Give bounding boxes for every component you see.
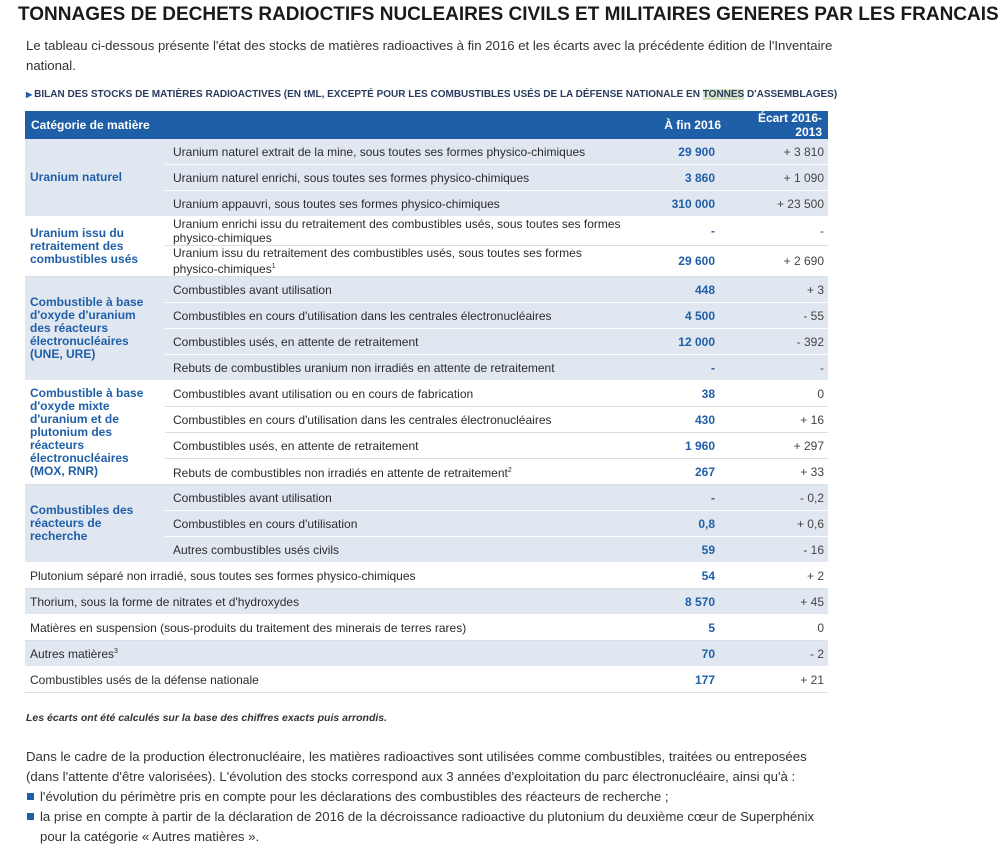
bullet-text: la prise en compte à partir de la déclaration de 2016 de la décroissance radioactive du plutonium du deuxième cœur de Superphénix pour la catégorie « Autres matières ». [40,809,815,844]
row-label: Autres combustibles usés civils [165,537,632,563]
value-fin2016: 1 960 [632,433,727,459]
row-label: Combustibles avant utilisation [165,277,632,303]
value-ecart: - 392 [727,329,828,355]
row-label: Thorium, sous la forme de nitrates et d'hydroxydes [25,589,632,615]
category-cell: Combustible à base d'oxyde d'uranium des réacteurs électronucléaires (UNE, URE) [25,277,165,381]
caption-arrow-icon: ▶ [26,90,33,99]
value-ecart: - 55 [727,303,828,329]
row-label: Rebuts de combustibles uranium non irradiés en attente de retraitement [165,355,632,381]
table-row [25,589,828,615]
row-label: Combustibles usés, en attente de retraitement [165,329,632,355]
table-caption [26,89,837,100]
value-fin2016: - [632,355,727,381]
footnote-mark: 2 [507,466,512,474]
table-row [25,667,828,693]
value-fin2016: 4 500 [632,303,727,329]
category-cell: Combustible à base d'oxyde mixte d'uranium et de plutonium des réacteurs électronucléaires (MOX, RNR) [25,381,165,485]
value-ecart: - [727,355,828,381]
row-label-cell [165,246,632,277]
table-row [25,563,828,589]
value-fin2016: 59 [632,537,727,563]
value-fin2016: 267 [632,459,727,485]
value-fin2016: 54 [632,563,727,589]
bullet-square-icon [27,793,34,800]
header-fin2016: À fin 2016 [632,111,727,139]
table-row [25,485,828,511]
row-label-cell [25,641,632,667]
outro-section [26,747,842,847]
header-category: Catégorie de matière [25,111,632,139]
value-ecart: + 3 810 [727,139,828,165]
value-fin2016: 29 900 [632,139,727,165]
value-ecart: - 16 [727,537,828,563]
row-label: Combustibles en cours d'utilisation dans les centrales électronucléaires [165,303,632,329]
value-fin2016: 448 [632,277,727,303]
row-label: Autres matières [30,646,115,661]
value-ecart: - 0,2 [727,485,828,511]
table-row [25,615,828,641]
table-row [25,277,828,303]
value-fin2016: - [632,217,727,246]
table-row [25,217,828,246]
table-note: Les écarts ont été calculés sur la base des chiffres exacts puis arrondis. [26,712,388,724]
row-label: Matières en suspension (sous-produits du traitement des minerais de terres rares) [25,615,632,641]
row-label: Plutonium séparé non irradié, sous toutes ses formes physico-chimiques [25,563,632,589]
row-label: Uranium issu du retraitement des combustibles usés, sous toutes ses formes physico-chimiques [173,246,582,276]
value-ecart: 0 [727,615,828,641]
value-ecart: - 2 [727,641,828,667]
row-label: Combustibles avant utilisation ou en cours de fabrication [165,381,632,407]
value-ecart: + 21 [727,667,828,693]
intro-paragraph: Le tableau ci-dessous présente l'état des stocks de matières radioactives à fin 2016 et les écarts avec la précédente édition de l'Inventaire national. [26,38,833,73]
row-label: Uranium appauvri, sous toutes ses formes physico-chimiques [165,191,632,217]
row-label: Uranium enrichi issu du retraitement des combustibles usés, sous toutes ses formes physico-chimiques [165,217,632,246]
value-fin2016: 310 000 [632,191,727,217]
page-title: TONNAGES DE DECHETS RADIOCTIFS NUCLEAIRES CIVILS ET MILITAIRES GENERES PAR LES FRANCAIS [18,4,999,25]
row-label: Combustibles usés de la défense nationale [25,667,632,693]
value-ecart: + 1 090 [727,165,828,191]
value-ecart: + 0,6 [727,511,828,537]
row-label: Combustibles en cours d'utilisation dans les centrales électronucléaires [165,407,632,433]
value-fin2016: - [632,485,727,511]
value-ecart: + 297 [727,433,828,459]
value-fin2016: 12 000 [632,329,727,355]
category-cell: Uranium issu du retraitement des combustibles usés [25,217,165,277]
value-fin2016: 5 [632,615,727,641]
value-ecart: + 2 690 [727,246,828,277]
row-label: Combustibles usés, en attente de retraitement [165,433,632,459]
footnote-mark: 1 [271,263,276,270]
value-ecart: + 23 500 [727,191,828,217]
value-ecart: + 16 [727,407,828,433]
value-ecart: - [727,217,828,246]
inventory-table [25,111,828,693]
value-fin2016: 8 570 [632,589,727,615]
value-fin2016: 70 [632,641,727,667]
bullet-square-icon [27,813,34,820]
header-ecart: Écart 2016-2013 [727,111,828,139]
value-fin2016: 0,8 [632,511,727,537]
table-row [25,641,828,667]
value-fin2016: 3 860 [632,165,727,191]
row-label: Combustibles en cours d'utilisation [165,511,632,537]
value-ecart: + 2 [727,563,828,589]
caption-highlight: TONNES [702,89,745,100]
value-fin2016: 430 [632,407,727,433]
table-row [25,139,828,165]
caption-text-end: D'ASSEMBLAGES) [744,89,838,100]
value-ecart: + 33 [727,459,828,485]
outro-paragraph: Dans le cadre de la production électronucléaire, les matières radioactives sont utilisées comme combustibles, traitées ou entreposées (dans l'attente d'être valorisées). L'évolution des stocks correspond aux 3 années d'exploitation du parc électronucléaire, ainsi qu'à : [26,749,807,784]
footnote-mark: 3 [114,647,118,655]
value-fin2016: 177 [632,667,727,693]
table-row [25,381,828,407]
list-item [26,807,842,847]
category-cell: Uranium naturel [25,139,165,217]
row-label: Uranium naturel extrait de la mine, sous toutes ses formes physico-chimiques [165,139,632,165]
value-ecart: + 45 [727,589,828,615]
row-label: Rebuts de combustibles non irradiés en attente de retraitement [173,465,508,480]
row-label: Combustibles avant utilisation [165,485,632,511]
value-fin2016: 38 [632,381,727,407]
row-label-cell [165,459,632,485]
value-ecart: 0 [727,381,828,407]
value-fin2016: 29 600 [632,246,727,277]
value-ecart: + 3 [727,277,828,303]
caption-text: BILAN DES STOCKS DE MATIÈRES RADIOACTIVES (EN tML, EXCEPTÉ POUR LES COMBUSTIBLES USÉS DE LA DÉFENSE NATIONALE EN [34,89,703,100]
row-label: Uranium naturel enrichi, sous toutes ses formes physico-chimiques [165,165,632,191]
bullet-text: l'évolution du périmètre pris en compte pour les déclarations des combustibles des réacteurs de recherche ; [40,789,669,804]
category-cell: Combustibles des réacteurs de recherche [25,485,165,563]
list-item [26,787,842,807]
